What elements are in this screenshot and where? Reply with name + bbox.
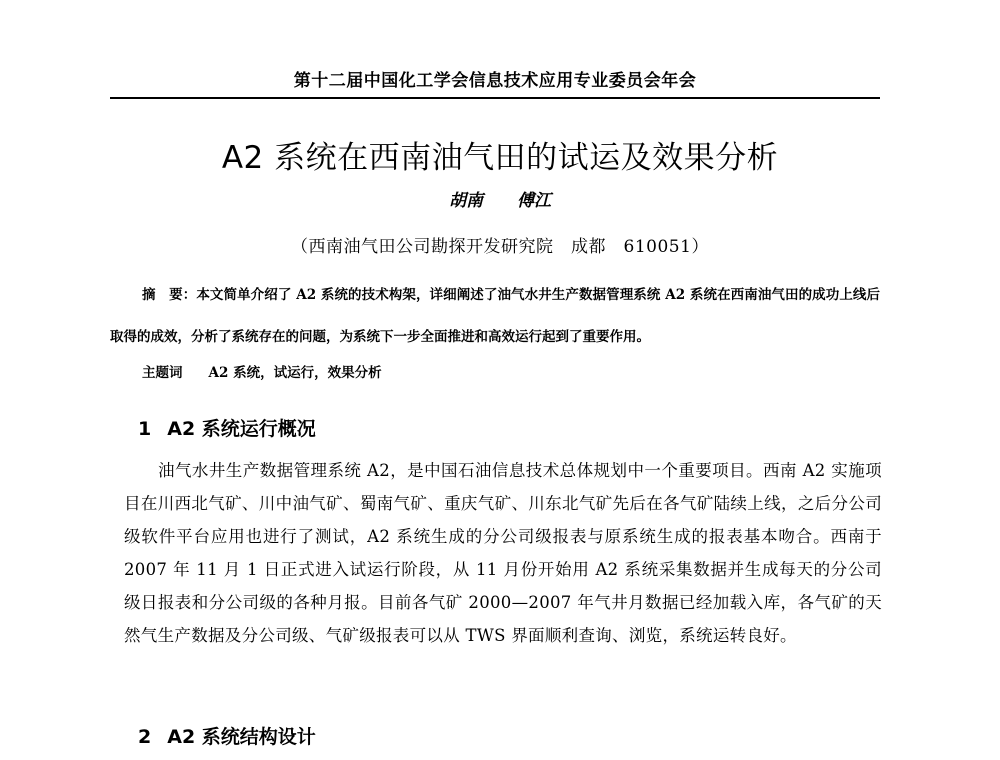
keywords: [142, 360, 842, 386]
paper-authors: 胡南 傅江: [449, 191, 551, 211]
section-heading: [138, 414, 316, 444]
section-number: 1: [138, 418, 152, 440]
abstract: [110, 274, 880, 358]
section-number: 2: [138, 726, 152, 748]
abstract-text: 本文简单介绍了 A2 系统的技术构架，详细阐述了油气水井生产数据管理系统 A2 系统在西南油气田的成功上线后取得的成效，分析了系统存在的问题，为系统下一步全面推进和高效运行起到了重要作用。: [110, 287, 880, 345]
abstract-label: 摘 要：: [142, 287, 197, 303]
keywords-label: 主题词: [142, 365, 183, 381]
section-title: A2 系统结构设计: [167, 726, 316, 748]
section-paragraph: 油气水井生产数据管理系统 A2，是中国石油信息技术总体规划中一个重要项目。西南 A2 实施项目在川西北气矿、川中油气矿、蜀南气矿、重庆气矿、川东北气矿先后在各气矿陆续上线，之后分公司级软件平台应用也进行了测试，A2 系统生成的分公司级报表与原系统生成的报表基本吻合。西南于 2007 年 11 月 1 日正式进入试运行阶段，从 11 月份开始用 A2 系统采集数据并生成每天的分公司级日报表和分公司级的各种月报。目前各气矿 2000—2007 年气井月数据已经加载入库，各气矿的天然气生产数据及分公司级、气矿级报表可以从 TWS 界面顺利查询、浏览，系统运转良好。: [124, 461, 882, 645]
header-rule: [110, 97, 880, 99]
section-title: A2 系统运行概况: [167, 418, 316, 440]
paper-affiliation: （西南油气田公司勘探开发研究院 成都 610051）: [291, 237, 709, 257]
section-heading: [138, 722, 316, 752]
conference-header: 第十二届中国化工学会信息技术应用专业委员会年会: [293, 71, 697, 91]
keywords-text: A2 系统，试运行，效果分析: [208, 365, 382, 381]
paper-title: A2 系统在西南油气田的试运及效果分析: [221, 140, 779, 176]
